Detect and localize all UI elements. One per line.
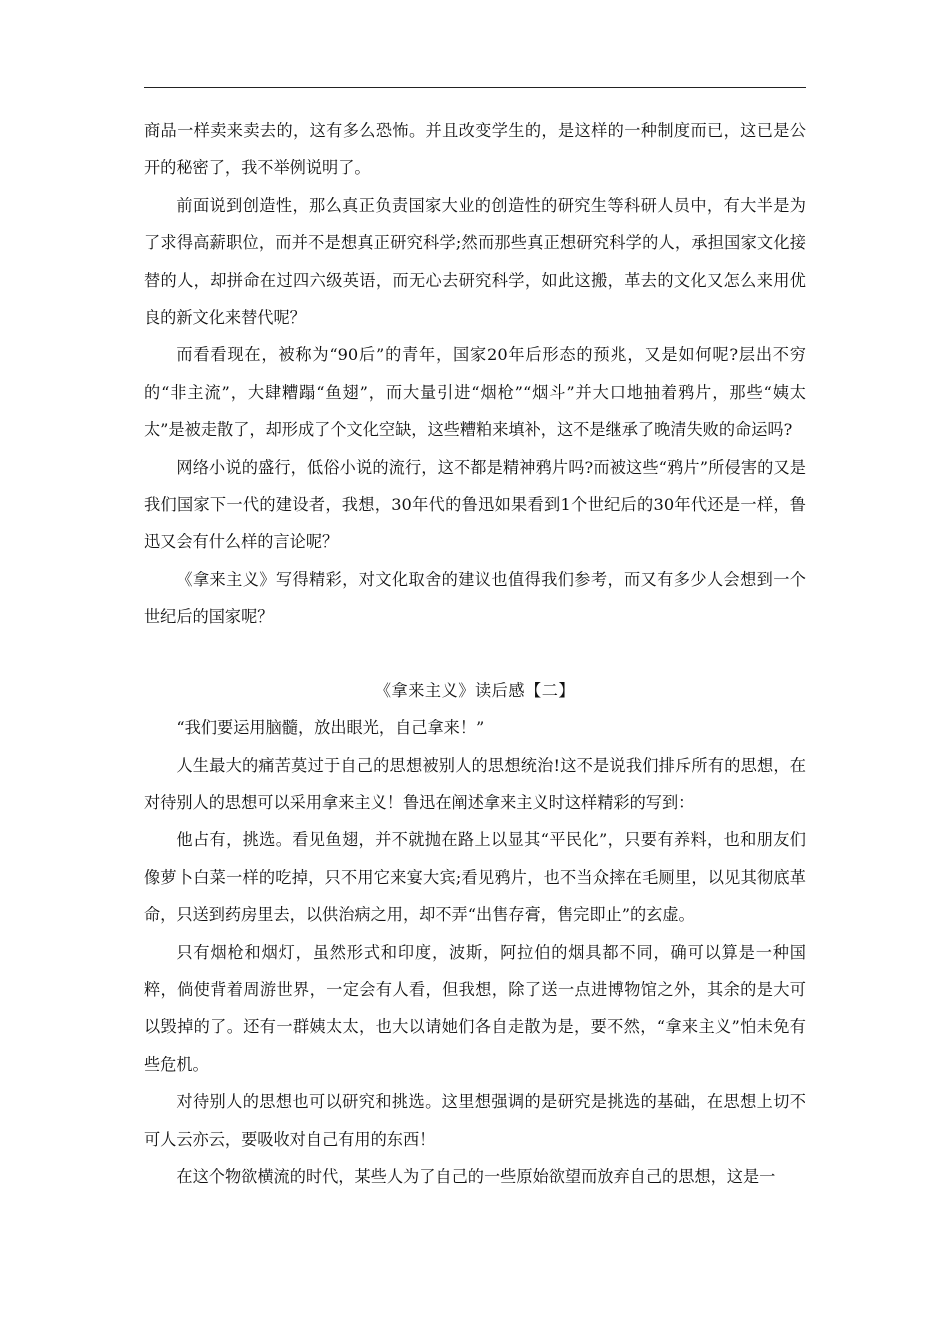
quote-paragraph: “我们要运用脑髓，放出眼光，自己拿来！” — [176, 718, 485, 738]
section-spacer — [144, 636, 806, 672]
paragraph: 对待别人的思想也可以研究和挑选。这里想强调的是研究是挑选的基础，在思想上切不可人云亦云，要吸收对自己有用的东西！ — [144, 1092, 806, 1149]
paragraph: 网络小说的盛行，低俗小说的流行，这不都是精神鸦片吗?而被这些“鸦片”所侵害的又是我们国家下一代的建设者，我想，30年代的鲁迅如果看到1个世纪后的30年代还是一样，鲁迅又会有什么样的言论呢？ — [144, 457, 806, 552]
paragraph: 他占有，挑选。看见鱼翅，并不就抛在路上以显其“平民化”，只要有养料，也和朋友们像萝卜白菜一样的吃掉，只不用它来宴大宾;看见鸦片，也不当众摔在毛厕里，以见其彻底革命，只送到药房里去，以供治病之用，却不弄“出售存膏，售完即止”的玄虚。 — [144, 830, 806, 925]
paragraph: 商品一样卖来卖去的，这有多么恐怖。并且改变学生的，是这样的一种制度而已，这已是公开的秘密了，我不举例说明了。 — [144, 121, 806, 178]
paragraph: 只有烟枪和烟灯，虽然形式和印度，波斯，阿拉伯的烟具都不同，确可以算是一种国粹，倘使背着周游世界，一定会有人看，但我想，除了送一点进博物馆之外，其余的是大可以毁掉的了。还有一群姨太太，也大以请她们各自走散为是，要不然，“拿来主义”怕未免有些危机。 — [144, 942, 806, 1074]
section-title: 《拿来主义》读后感【二】 — [374, 680, 576, 700]
paragraph: 而看看现在，被称为“90后”的青年，国家20年后形态的预兆，又是如何呢?层出不穷的“非主流”，大肆糟蹋“鱼翅”，而大量引进“烟枪”“烟斗”并大口地抽着鸦片，那些“姨太太”是被走散了，却形成了个文化空缺，这些糟粕来填补，这不是继承了晚清失败的命运吗? — [144, 345, 806, 440]
paragraph: 人生最大的痛苦莫过于自己的思想被别人的思想统治!这不是说我们排斥所有的思想，在对待别人的思想可以采用拿来主义！鲁迅在阐述拿来主义时这样精彩的写到： — [144, 755, 806, 812]
document-body — [144, 112, 806, 1195]
paragraph: 《拿来主义》写得精彩，对文化取舍的建议也值得我们参考，而又有多少人会想到一个世纪后的国家呢？ — [144, 569, 806, 627]
paragraph: 前面说到创造性，那么真正负责国家大业的创造性的研究生等科研人员中，有大半是为了求得高薪职位，而并不是想真正研究科学;然而那些真正想研究科学的人，承担国家文化接替的人，却拼命在过四六级英语，而无心去研究科学，如此这搬，革去的文化又怎么来用优良的新文化来替代呢？ — [144, 195, 806, 328]
paragraph: 在这个物欲横流的时代，某些人为了自己的一些原始欲望而放弃自己的思想，这是一 — [176, 1166, 776, 1186]
header-rule — [144, 87, 806, 88]
